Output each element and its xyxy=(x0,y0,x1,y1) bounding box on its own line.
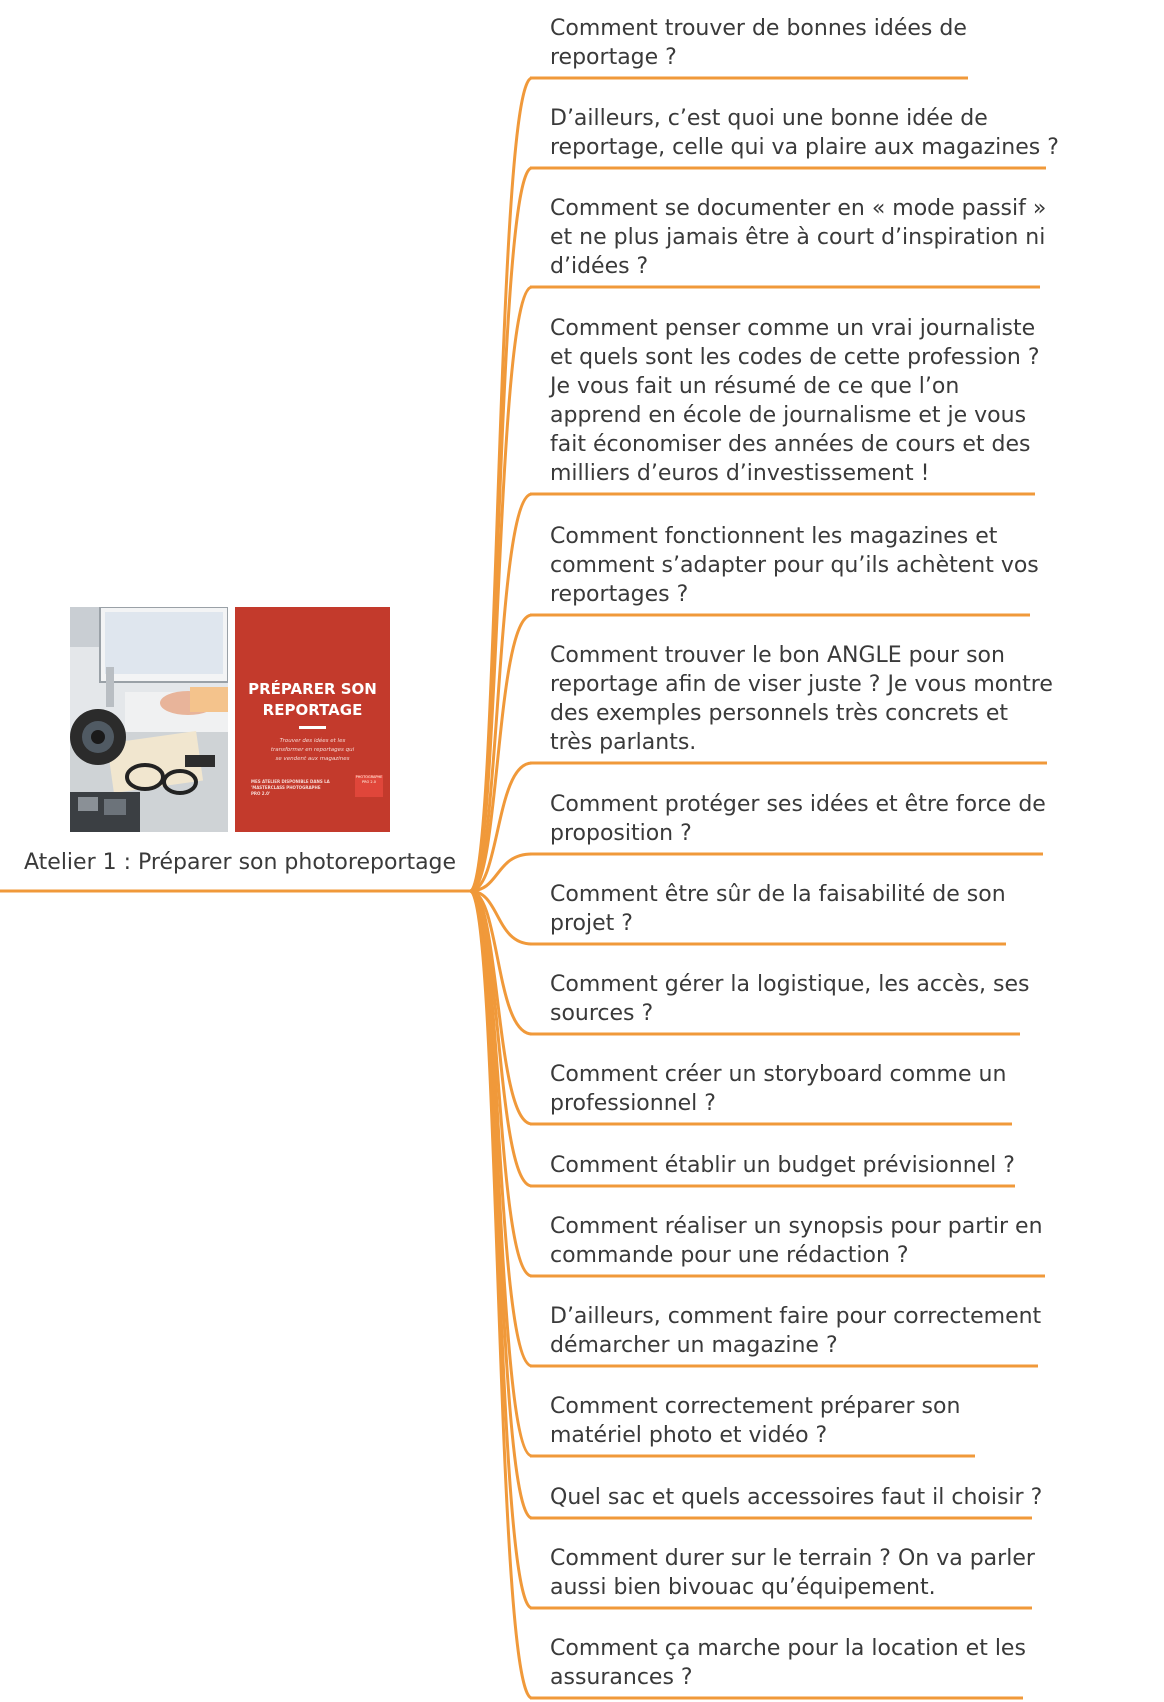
cover-photo xyxy=(70,607,228,832)
branch-topic: Comment se documenter en « mode passif » et ne plus jamais être à court d’inspiration ni d’idées ? xyxy=(550,196,1047,279)
branch-topic: Comment protéger ses idées et être force de proposition ? xyxy=(550,792,1046,846)
branch-topic: Comment réaliser un synopsis pour partir en commande pour une rédaction ? xyxy=(550,1214,1043,1268)
cover-footer: MES ATELIER DISPONIBLE DANS LA 'MASTERCLASS PHOTOGRAPHE PRO 2.0' xyxy=(251,779,330,796)
root-topic-label: Atelier 1 : Préparer son photoreportage xyxy=(24,850,457,875)
branch-topic: Quel sac et quels accessoires faut il choisir ? xyxy=(550,1485,1043,1510)
branch-topic: Comment gérer la logistique, les accès, ses sources ? xyxy=(550,972,1030,1026)
workshop-cover-image xyxy=(70,607,390,832)
branch-topic: Comment durer sur le terrain ? On va parler aussi bien bivouac qu’équipement. xyxy=(550,1546,1035,1600)
branch-topic: Comment ça marche pour la location et les assurances ? xyxy=(550,1636,1026,1690)
cover-logo: PHOTOGRAPHE PRO 2.0 xyxy=(355,775,383,797)
cover-card xyxy=(235,607,390,832)
desk-camera-photo-illustration xyxy=(70,607,228,832)
branch-topic: Comment fonctionnent les magazines et comment s’adapter pour qu’ils achètent vos reportages ? xyxy=(550,524,1039,607)
cover-subtitle: Trouver des idées et les transformer en reportages qui se vendent aux magazines xyxy=(270,738,355,762)
cover-title: PRÉPARER SON REPORTAGE xyxy=(248,680,377,719)
branch-topic: Comment trouver de bonnes idées de reportage ? xyxy=(550,16,967,70)
cover-divider xyxy=(299,726,326,729)
branch-topic: Comment correctement préparer son matériel photo et vidéo ? xyxy=(550,1394,961,1448)
branch-topic: Comment créer un storyboard comme un professionnel ? xyxy=(550,1062,1007,1116)
branch-topic: Comment établir un budget prévisionnel ? xyxy=(550,1153,1015,1178)
branch-topic: Comment penser comme un vrai journaliste et quels sont les codes de cette profession ? Je vous fait un résumé de ce que l’on apprend en école de journalisme et je vous fait économiser des années de cours et des milliers d’euros d’investissement ! xyxy=(550,316,1040,486)
branch-topic: D’ailleurs, comment faire pour correctement démarcher un magazine ? xyxy=(550,1304,1042,1358)
branch-topic: D’ailleurs, c’est quoi une bonne idée de reportage, celle qui va plaire aux magazines ? xyxy=(550,106,1059,160)
branch-topic: Comment être sûr de la faisabilité de son projet ? xyxy=(550,882,1006,936)
branch-topic: Comment trouver le bon ANGLE pour son reportage afin de viser juste ? Je vous montre des exemples personnels très concrets et très parlants. xyxy=(550,643,1053,755)
